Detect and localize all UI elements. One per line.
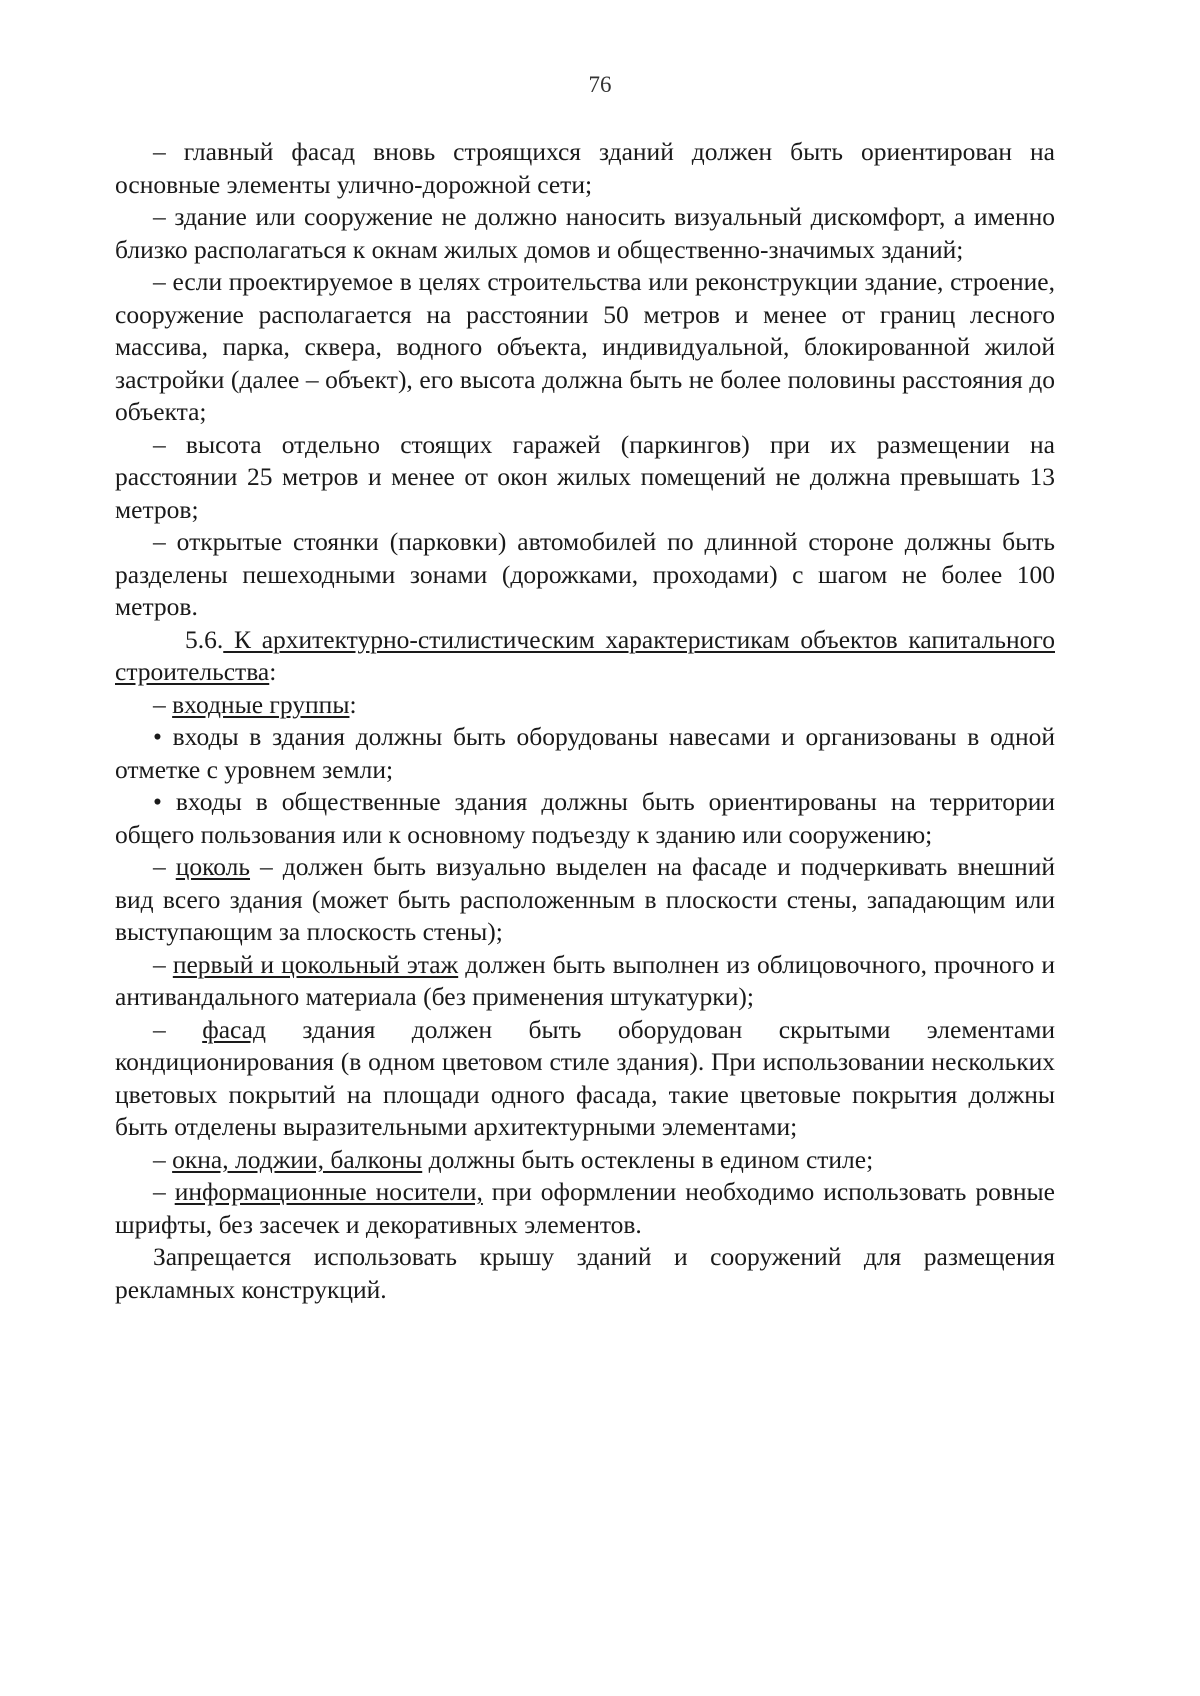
paragraph-visual-discomfort: – здание или сооружение не должно наносить визуальный дискомфорт, а именно близко располагаться к окнам жилых домов и общественно-значимых зданий;	[115, 202, 1055, 264]
paragraph-roof-advertising-ban: Запрещается использовать крышу зданий и сооружений для размещения рекламных конструкций.	[115, 1242, 1055, 1304]
dash: –	[153, 949, 173, 979]
plinth-text: – должен быть визуально выделен на фасаде и подчеркивать внешний вид всего здания (может быть расположенным в плоскости стены, западающим или выступающим за плоскость стены);	[115, 852, 1055, 946]
plinth-label: цоколь	[175, 852, 251, 881]
page-number: 76	[588, 72, 612, 97]
dash: –	[153, 1177, 175, 1206]
windows-label: окна, лоджии, балконы	[172, 1144, 423, 1174]
paragraph-entrance-groups	[115, 689, 1055, 722]
colon: :	[349, 689, 357, 719]
paragraph-main-facade: – главный фасад вновь строящихся зданий должен быть ориентирован на основные элементы улично-дорожной сети;	[115, 137, 1055, 199]
dash: –	[153, 689, 173, 719]
paragraph-facade	[115, 1014, 1055, 1144]
dash: –	[153, 852, 176, 881]
info-carriers-label: информационные носители,	[174, 1177, 483, 1206]
first-floor-text: должен быть выполнен из облицовочного, прочного и антивандального материала (без применения штукатурки);	[115, 949, 1056, 1011]
section-5-6-heading	[115, 624, 1055, 689]
section-colon: :	[269, 657, 277, 686]
facade-text: здания должен быть оборудован скрытыми элементами кондиционирования (в одном цветовом стиле здания). При использовании нескольких цветовых покрытий на площади одного фасада, такие цветовые покрытия должны быть отделены выразительными архитектурными элементами;	[115, 1014, 1055, 1141]
windows-text: должны быть остеклены в едином стиле;	[422, 1144, 874, 1174]
paragraph-windows	[115, 1144, 1055, 1177]
dash: –	[153, 1014, 203, 1044]
dash: –	[153, 1144, 173, 1174]
paragraph-height-limit: – если проектируемое в целях строительства или реконструкции здание, строение, сооружение располагается на расстоянии 50 метров и менее от границ лесного массива, парка, сквера, водного объекта, индивидуальной, блокированной жилой застройки (далее – объект), его высота должна быть не более половины расстояния до объекта;	[115, 267, 1055, 426]
section-title: К архитектурно-стилистическим характеристикам объектов капитального строительства	[115, 624, 1055, 686]
section-number: 5.6.	[185, 624, 224, 654]
bullet-entrance-canopies: • входы в здания должны быть оборудованы навесами и организованы в одной отметке с уровнем земли;	[115, 722, 1055, 784]
facade-label: фасад	[202, 1014, 266, 1044]
paragraph-info-carriers	[115, 1176, 1055, 1241]
entrance-groups-label: входные группы	[172, 689, 350, 719]
info-carriers-text: при оформлении необходимо использовать ровные шрифты, без засечек и декоративных элементов.	[115, 1177, 1055, 1239]
paragraph-garage-height: – высота отдельно стоящих гаражей (паркингов) при их размещении на расстоянии 25 метров и менее от окон жилых помещений не должна превышать 13 метров;	[115, 429, 1055, 524]
paragraph-open-parking: – открытые стоянки (парковки) автомобилей по длинной стороне должны быть разделены пешеходными зонами (дорожками, проходами) с шагом не более 100 метров.	[115, 527, 1055, 621]
first-floor-label: первый и цокольный этаж	[172, 949, 459, 979]
paragraph-plinth	[115, 851, 1055, 949]
document-body	[115, 136, 1055, 1306]
paragraph-first-floor	[115, 949, 1055, 1014]
bullet-public-entrances: • входы в общественные здания должны быть ориентированы на территории общего пользования или к основному подъезду к зданию или сооружению;	[115, 787, 1055, 849]
